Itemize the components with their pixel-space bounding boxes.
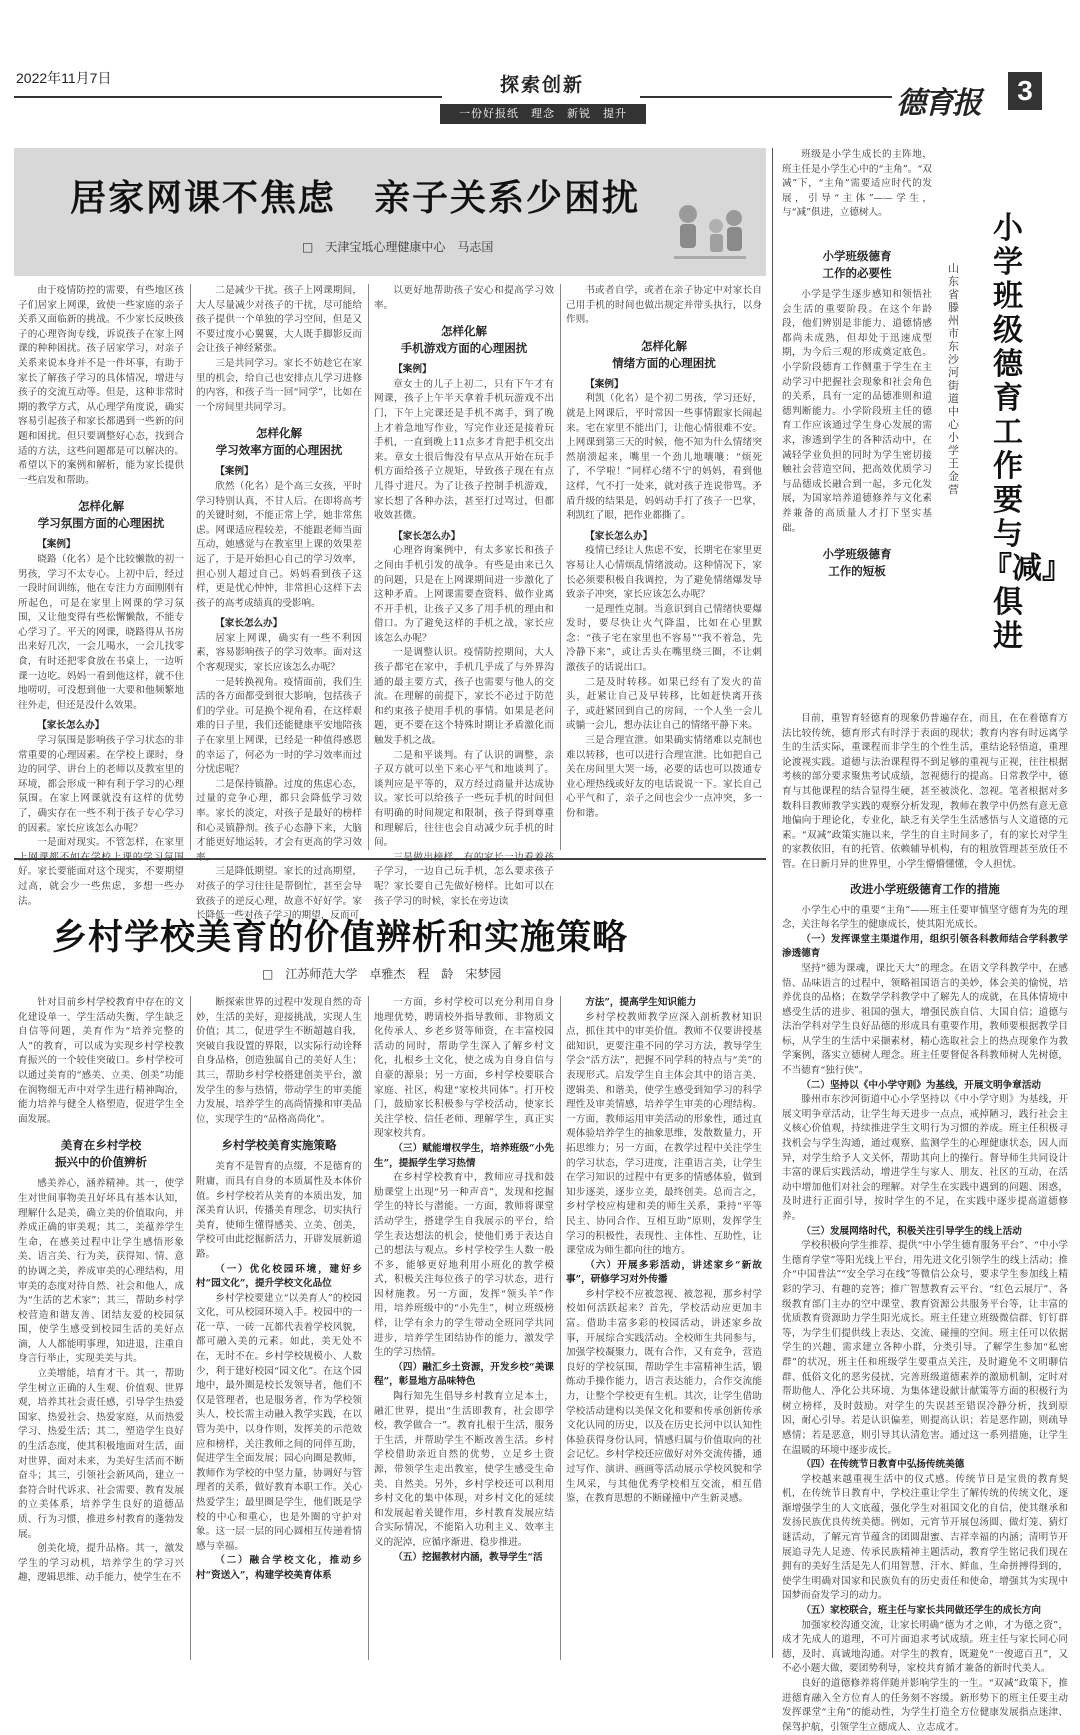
article1-case-3: 章女士的儿子上初二，只有下午才有网课，孩子上午半天拿着手机玩游戏不出门，下午上完课还是手机不离手，到了晚上才着急地写作业，写完作业还是接着玩手机，一直到晚上11点多才肯把手机交出来。章女士很后悔没有早点从开始在玩手机方面给孩子立规矩，导致孩子现在有点儿得寸进尺。为了让孩子控制手机游戏，家长想了各种办法，甚至打过骂过，但都收效甚微。	[374, 378, 554, 522]
right-heading-4: （四）在传统节日教育中弘扬传统美德	[801, 1459, 965, 1471]
article1-advice-2d: 三是降低期望。家长的过高期望，对孩子的学习往往是帮倒忙，甚至会导致孩子的逆反心理，故意不好好学。家长降低一些对孩子学习的期望，反而可	[196, 866, 362, 922]
right-para-6: 学校积极向学生推荐、提供“中小学生德育服务平台”、“中小学生德育学堂”等阳光线上平台，用先进文化引领学生的线上活动；推介“中国普法”“安全学习在线”等微信公众号，要求学生参加线上精彩的学习、有趣的竞答；推广智慧教育云平台、“红色云展厅”、各级教育部门主办的空中课堂、教育资源公共服务平台等，让丰富的优质教育资源助力学生阳光成长。班主任建立班级微信群、钉钉群等，为学生们提供线上表达、交流、碰撞的空间。班主任可以依据学生的兴趣、需求建立各种小群，分类引导。了解学生参加“私密群”的状况，班主任和班级学生要重点关注，及时避免不文明聊信群、低俗文化的恶劣侵扰，完善班级道德素养的激励机制，定时对帮助他人、净化公共环境、为集体建设献计献策等方面的积极行为树立榜样，及时鼓励。对学生的失误甚至错误冷静分析，找到原因，耐心引导。若是认识偏差，则提高认识；若是恶作剧，则疏导感情；若是恶意，则引导其认清危害。通过这一系列措施，让学生在温暖的环境中逐步成长。	[782, 1240, 1068, 1456]
article2-byline: □ 江苏师范大学 卓雅杰 程 龄 宋梦园	[262, 967, 502, 981]
article2-col2-a: 断探索世界的过程中发现自然的奇妙，生活的美好，迎接挑战，实现人生价值；其二，促进学生不断超越自我，突破自我设置的界限，以实际行动诠释自身品格，创造独属自己的美好人生；其三，帮助乡村学校搭建创美平台，激发学生的参与热情，带动学生的审美能力发展，培养学生的高尚情操和审美品位，实现学生的“品格高尚化”。	[196, 997, 362, 1125]
case-tag: 【案例】	[215, 466, 254, 478]
page-number-badge: 3	[1008, 72, 1042, 110]
right-para-5: 滕州市东沙河街道中心小学坚持以《中小学守则》为基线，开展文明争章活动，让学生每天进步一点点，戒掉陋习，践行社会主义核心价值观，持续推进学生文明行为习惯的养成。班主任积极寻找机会与学生沟通，通过观察、监测学生的心理健康状态，因人而异，对学生给予人文关怀，帮助其向上的操行。督导师生共同设计丰富的课后实践活动，增进学生与家人、朋友、社区的互动，在活动中增加他们对社会的理解。对学生在实践中遇到的问题、困惑，及时进行正面引导，按时学生的不足，在实践中逐步提高道德修养。	[782, 1094, 1068, 1222]
article2-col3-b: 在乡村学校教育中，教师应寻找和鼓励课堂上出现“另一种声音”，发现和挖掘学生的特长与潜能。一方面，教师将课堂活动学生，搭建学生自我展示的平台，给学生表达想法的机会，使他们勇于表达自己的想法与观点。乡村学校学生人数一般不多，能够更好地利用小班化的教学模式，积极关注每位孩子的学习状态，进行因材施教。另一方面，发挥“领头羊”作用，培养班级中的“小先生”，树立班级榜样，让学有余力的学生带动全班同学共同进步，培养学生团结协作的能力，激发学生的学习热情。	[374, 1172, 554, 1359]
article1-advice-1b: 一是面对现实。不管怎样，在家里上网课都不如在学校上课的学习氛围好。家长要能面对这个现实，不要期望过高，就会少一些焦虑，多想一些办法。	[18, 837, 184, 907]
right-para-7: 学校越来越重视生活中的仪式感。传统节日是宝贵的教育契机，在传统节日教育中，学校注重让学生了解传统的传统文化，逐渐增强学生的人文底蕴，强化学生对祖国文化的自信，使其继承和发扬民族优良传统美德。例如，元宵节开展包汤圆、做灯笼、猜灯谜活动，了解元宵节蕴含的团圆甜蜜、吉祥幸福的内涵；清明节开展追寻先人足迹、传承民族精神主题活动，教育学生铭记我们现在拥有的美好生活是先人们用智慧、汗水、鲜血、生命拼搏得到的，使学生明确对国家和民族负有的历史责任和使命，增强其为实现中国梦而奋发学习的动力。	[782, 1473, 1068, 1602]
article1-column-3	[374, 284, 554, 907]
article1-subhead-2: 怎样化解 学习效率方面的心理困扰	[215, 426, 343, 458]
advice-tag: 【家长怎么办】	[215, 618, 283, 630]
right-heading-5: （五）家校联合，班主任与家长共同做还学生的成长方向	[801, 1605, 1042, 1617]
section-divider	[772, 148, 773, 1658]
case-tag: 【案例】	[393, 364, 432, 376]
article1-intro: 由于疫情防控的需要，有些地区孩子们居家上网课，致使一些家庭的亲子关系又面临新的挑战。不少家长反映孩子的心理咨询专线，诉说孩子在家上网课的种种困扰。孩子居家学习，对亲子关系来说本身并不是一件坏事，有助于家长了解孩子学习的具体情况，增进与孩子的交流互动等。但是，这种非常时期的教学方式，从心理学角度说，确实容易引起孩子和家长都遇到一些新的问题和困扰。但只要调整好心态，找到合适的方法，这些问题都是可以解决的。希望以下的案例和解析，能为家长提供一些启发和帮助。	[18, 285, 184, 486]
article2-heading-4: （四）融汇乡土资源，开发乡校“美课程”，彰显地方品味特色	[374, 1361, 554, 1388]
article1-case-2: 欣然（化名）是个高三女孩，平时学习特别认真，不甘人后。在即将高考的关键时刻，不能正常上学，她非常焦虑。网课适应程较差，不能跟老师当面互动，她感觉与在教室里上课的效果差远了，于是开始担心自己的学习效率，担心别人超过自己。妈妈看到孩子这样，更是忧心忡忡，非常担心这样下去孩子的高考成绩真的受影响。	[196, 480, 362, 609]
article1-advice-3d: 三是做出榜样。有的家长一边看着孩子学习，一边自己玩手机，怎么要求孩子呢？家长要自己先做好榜样。比如可以在孩子学习的时候，家长在旁边读	[374, 851, 554, 907]
article1-subhead-1: 怎样化解 学习氛围方面的心理困扰	[37, 499, 165, 531]
article1-advice-4c: 二是及时转移。如果已经有了发火的苗头，赶紧让自己及早转移，比如赶快离开孩子，或赶紧回到自己的房间，一个人坐一会儿或躺一会儿，想办法让自己的情绪平静下来。	[566, 676, 762, 732]
article2-para-3: 创美化境，提升品格。其一，激发学生的学习动机，培养学生的学习兴趣，逻辑思维、动手能力，使学生在不	[18, 1543, 184, 1584]
article2-col3-c: 陶行知先生倡导乡村教育立足本土，融汇世界，提出“生活即教育，社会即学校，教学做合一”。教育扎根于生活，服务于生活，并帮助学生不断改善生活。乡村学校借助亲近自然的优势，立足乡土资源，带领学生走出教室，使学生感受生命美、自然美。另外，乡村学校还可以利用乡村文化的集中体现，对乡村文化的延续和发展起着关键作用，乡村教育发展应结合实际情况，不能陷入功利主义、效率主义的泥淖，应循序渐进、稳步推进。	[374, 1391, 554, 1548]
article1-column-1	[18, 284, 184, 907]
column-divider	[368, 284, 369, 850]
article1-col3-a: 以更好地帮助孩子安心和提高学习效率。	[374, 285, 554, 311]
article2-para-2: 立美增能，培育才干。其一，帮助学生树立正确的人生观、价值观、世界观，培养其社会责任感，引导学生热爱国家、热爱社会、热爱家庭，从而热爱学习、热爱生活；其二，塑造学生良好的生活态度，使其积极地面对生活，面对世界，面对未来，为美好生活而不断奋斗；其三，引领社会新风尚，建立一套符合时代诉求、社会需要、教育发展的立美体系，培养学生良好的道德品质、行为习惯，推进乡村教育的蓬勃发展。	[18, 1368, 184, 1540]
article1-subhead-4: 怎样化解 情绪方面的心理困扰	[612, 338, 716, 370]
column-divider	[190, 996, 191, 1660]
advice-tag: 【家长怎么办】	[393, 530, 461, 542]
right-heading-1: （一）发挥课堂主渠道作用，组织引领各科教师结合学科教学渗透德育	[782, 933, 1068, 960]
article1-advice-4d: 三是合理宣泄。如果确实情绪难以克制也难以转移，也可以进行合理宣泄。比如把自己关在房间里大哭一场，必要的话也可以拨通专业心理热线或好友的电话说说一下。家长自己心平气和了，亲子之间也会少一点冲突，多一份和谐。	[566, 735, 762, 819]
article1-col2-a: 二是减少干扰。孩子上网课期间，大人尽量减少对孩子的干扰，尽可能给孩子提供一个单独的学习空间，但是又不要过度小心翼翼，大人既手脚影反而会让孩子神经紧张。	[196, 285, 362, 355]
article2-col2-b: 美育不是智育的点缀，不是德育的附庸，而具有自身的本质属性及本体价值。乡村学校若从美育的本质出发，加深美育认识，传播美育理念，切实执行美育，使师生懂得感美、立美、创美，学校可由此挖掘新活力，开辟发展新道路。	[196, 1161, 362, 1260]
article2-heading-6: （六）开展多彩活动，讲述家乡“新故事”，研修学习对外传播	[566, 1259, 762, 1286]
right-article-column-lower	[782, 712, 1068, 1733]
article1-title: 居家网课不焦虑 亲子关系少困扰	[70, 178, 641, 219]
article2-column-3	[374, 996, 554, 1660]
article2-col4-c: 乡村学校不应被忽视、被忽视，那乡村学校如何活跃起来？首先，学校活动应更加丰富。借助丰富多彩的校园活动，讲述家乡故事，开展综合实践活动。全校师生共同参与，加强学校凝聚力，既有合作，又有竞争，营造良好的学校氛围，帮助学生丰富精神生活，锻炼动手操作能力，语言表达能力，合作交流能力，让整个学校更有生机。其次，让学生借助学校活动建构以美保文化和要和传承创新传承文化认同的历史，以及在历史长河中以认知性体验获得身份认同，情感归属与价值取向的社会记忆。乡村学校还应做好对外交流传播，通过写作、演讲、画画等活动展示学校风貌和学生风采，与其他优秀学校相互交流，相互借鉴，在教育思想的不断碰撞中产生新灵感。	[566, 1288, 762, 1505]
article2-para-1: 感美养心，涵养精神。其一，使学生对世间事物美丑好坏具有基本认知，理解什么是美，确立美的价值取向，并养成正确的审美观；其二，美蕴养学生生命，在感美过程中让学生感悟形象美、语言美、行为美，获得知、情、意的协调之美，养成审美的心理结构，用审美的态度对待自然、社会和他人，成为“生活的艺术家”；其三，帮助乡村学校营造和谐友善、团结友爱的校园氛围，使学生感受到校园生活的美好点滴，人人都能明事理，知进退，注重自身言行举止，实现美美与共。	[18, 1178, 184, 1365]
article1-advice-2b: 一是转换视角。疫情面前，我们生活的各方面都受到很大影响，包括孩子们的学业。可是换个视角看，在这样艰难的日子里，我们还能健康平安地陪孩子在家里上网课，已经是一种值得感恩的幸运了，何必为一时的学习效率而过分忧虑呢？	[196, 676, 362, 776]
article2-heading-5: （五）挖掘教材内涵，教导学生“活	[393, 1551, 543, 1563]
article2-col4-b: 乡村学校教师教学应深入剖析教材知识点，抓住其中的审美价值。教师不仅要讲授基础知识，更要注重不同的学习方法，教导学生学会“活方法”，把握不同学科的特点与“美”的表现形式。启发学生自主体会其中的语言美、逻辑美、和谐美，使学生感受到知学习的科学理性及审美情感，培养学生审美的心理结构。一方面，教师运用审美活动的形象性，通过直观体验培养学生的抽象思维，发散数量力，开拓思维力；另一方面，在教学过程中关注学生的学习状态，学习进度，注重语言美，让学生在学习知识的过程中有更多的情感体验，做到知步逐美，逐步立美，最终创美。总而言之，乡村学校应构建和美的师生关系，秉持“平等民主、协同合作、互相互助”原则，发挥学生学习的积极性，表现性、主体性、互助性，让课堂成为师生都向往的地方。	[566, 1011, 762, 1257]
right-article-author: 山东省滕州市东沙河街道中心小学 王金营	[948, 262, 970, 496]
article1-subhead-3: 怎样化解 手机游戏方面的心理困扰	[400, 324, 528, 356]
right-subhead-3: 改进小学班级德育工作的措施	[850, 881, 1000, 896]
right-article-intro: 班级是小学生成长的主阵地，班主任是小学生心中的“主角”。“双减”下，“主角”需要适应时代的发展，引导“主体”——学生，与“减”俱进，立德树人。	[782, 149, 932, 219]
article2-heading-5-cont: 方法”，提高学生知识能力	[585, 997, 697, 1008]
article2-col2-c: 乡村学校要建立“以美育人”的校园文化，可从校园环境入手。校园中的一花一草、一砖一瓦都代表着学校风貌，都可融入美的元素。如此，美无处不在，无时不在。乡村学校规模小、人数少，利于建好校园“园文化”。在这个园地中，最外圈是校长发领导者，他们不仅是管理者，也是服务者，作为学校领头人，校长需主动融入教学实践，在以管为美中，以身作则，发挥美的示范效应和榜样，关注教师之间的同伴互助，促进学生全面发展；园心向圈是教师，教师作为学校的中坚力量，协调好与管理者的关系，做好教育本职工作。关心热爱学生；最里圈是学生，他们既是学校的中心和重心，也是外圈的守护对象。这一层一层的同心圆相互传递着情感与幸福。	[196, 1292, 362, 1552]
article1-advice-3c: 二是和平谈判。有了认识的调整，亲子双方就可以坐下来心平气和地谈判了。谈判应是平等的，双方经过商量并达成协议。家长可以给孩子一些玩手机的时间但有明确的时间规定和限制，孩子得到尊重和理解后，往往也会自动减少玩手机的时间。	[374, 749, 554, 849]
article1-advice-3: 心理咨询案例中，有太多家长和孩子之间由手机引发的战争。有些是由来已久的问题，只是在上网课期间进一步激化了这种矛盾。上网课需要查资料、做作业离不开手机，让孩子又多了用手机的理由和借口。为了避免这样的手机之战，家长应该怎么办呢？	[374, 545, 554, 644]
slogan-banner: 一份好报纸 理念 新锐 提升	[440, 104, 646, 124]
column-divider	[368, 996, 369, 1660]
article2-intro: 针对目前乡村学校教育中存在的文化建设单一、学生活动失衡、学生缺乏自信等问题，美育作为“培养完整的人”的教育，可以成为实现乡村学校教育振兴的一个较佳突破口。乡村学校可以通过美育的“感美、立美、创美”功能在润物细无声中对学生进行精神陶冶，能力培养与健全人格塑造，促进学生全面发展。	[18, 997, 184, 1125]
article-separator	[14, 858, 766, 860]
right-para-1: 小学是学生逐步感知和领悟社会生活的重要阶段。在这个年龄段，他们辨别是非能力、道德情感都尚未成熟，但却处于迅速成型期，为今后三观的形成奠定底色。小学阶段德育工作侧重于学生在主动学习中把握社会现象和社会角色的关系，具有一定的品德准则和道德判断能力。小学阶段班主任的德育工作应该通过学生身心发展的需求，渗透到学生的各种活动中，在减轻学业负担的同时为学生密切接触社会营造空间，把高效优质学习与品德成长融合到一起，多元化发展，为国家培养道德修养与文化素养兼备的高质量人才打下坚实基础。	[782, 289, 932, 534]
right-heading-3: （三）发展网络时代，积极关注引导学生的线上活动	[801, 1225, 1022, 1237]
article2-col3-a: 一方面，乡村学校可以充分利用自身地理优势，聘请校外指导教师、非物质文化传承人、乡老乡贤等师资，在丰富校园活动的同时，帮助学生深入了解乡村文化，扎根乡土文化，使之成为自身自信与自豪的源泉；另一方面，乡村学校要联合家庭、社区，构建“家校共同体”。打开校门，鼓励家长积极参与学校活动，使家长关注学校、信任老师、理解学生，真正实现家校共育。	[374, 997, 554, 1140]
column-divider	[560, 284, 561, 850]
right-article-title: 小学班级德育工作要与『减』俱进	[982, 211, 1072, 654]
article2-column-1	[18, 996, 184, 1660]
article2-heading-1: （一）优化校园环境，建好乡村“园文化”，提升学校文化品位	[196, 1263, 362, 1290]
article1-advice-1: 学习氛围是影响孩子学习状态的非常重要的心理因素。在学校上课时，身边的同学、讲台上的老师以及教室里的环境，都会形成一种有利于学习的心理氛围。在家上网课就没有这样的优势了，确实存在一些不利于孩子专心学习的因素。家长应该怎么办呢？	[18, 735, 184, 834]
article1-byline: □ 天津宝坻心理健康中心 马志国	[302, 240, 494, 254]
right-heading-2: （二）坚持以《中小学守则》为基线，开展文明争章活动	[801, 1079, 1042, 1091]
article2-subhead-1: 美育在乡村学校 振兴中的价值辨析	[55, 1138, 147, 1170]
article1-column-2	[196, 284, 362, 922]
section-title: 探索创新	[499, 74, 584, 96]
issue-date: 2022年11月7日	[16, 70, 112, 86]
article2-title: 乡村学校美育的价值辨析和实施策略	[52, 918, 629, 958]
masthead-logo: 德育报	[896, 86, 980, 121]
right-subhead-1: 小学班级德育 工作的必要性	[822, 249, 892, 280]
article2-subhead-2: 乡村学校美育实施策略	[221, 1138, 337, 1153]
article2-column-4	[566, 996, 762, 1660]
right-para-4: 坚持“德为课魂，课比天大”的理念。在语文学科教学中，在感悟、品味语言的过程中，领略祖国语言的美妙，体会美的愉悦，培养优良的品格；在数学学科教学中了解先人的成就，在具体情境中感受生活的进步、祖国的强大，增强民族自信、大国自信；道德与法治学科对学生良好品德的形成具有重要作用，教师要根据教学目标，从学生的生活中采撷素材，精心选取社会上的热点现象作为教学案例，落实立德树人理念。班主任要督促各科教师树人先树德，不当德育“独行侠”。	[782, 962, 1068, 1077]
case-tag: 【案例】	[37, 539, 76, 551]
header-rule-left	[14, 96, 442, 98]
article1-case-1: 晓路（化名）是个比较懒散的初一男孩，学习不太专心。上初中后，经过一段时间训练，他在专注力方面刚刚有所起色，可是在家里上网课的学习氛围，又让他变得有些松懈懒散，不能专心学习了。平天的网课，晓路得从书房出来好几次，一会儿喝水，一会儿找零食，有时还把零食放在书桌上，一边听课一边吃。妈妈一看到他这样，就不住地唠叨，可没想到他一大要和他频繁地往外走，但还是没什么效果。	[18, 553, 184, 711]
article1-col2-b: 三是共同学习。家长不妨趁它在家里的机会，给自己也安排点儿学习进修的内容，和孩子当一回“同学”，比如在一个房间里共同学习。	[196, 357, 362, 413]
advice-tag: 【家长怎么办】	[37, 720, 105, 732]
right-para-8: 加强家校沟通交流，让家长明确“德为才之帅，才为德之资”，成才先成人的道理，不可片面追求考试成绩。班主任与家长同心同德，及时、真诚地沟通。对学生的教育，既避免“一俊遮百丑”，又不必小题大做，要团势利导，家校共育循才兼备的新时代美人。	[782, 1619, 1068, 1675]
right-subhead-2: 小学班级德育 工作的短板	[822, 547, 892, 579]
right-para-3: 小学生心中的重要“主角”——班主任要审慎坚守德育为先的理念，关注每名学生的健康成长，使其阳光成长。	[782, 904, 1068, 931]
article1-advice-2c: 二是保持镇静。过度的焦虑心态，过量的竞争心理，都只会降低学习效率。家长的淡定，对孩子是最好的榜样和心灵镇静剂。孩子心态静下来，大脑才能更好地运转，才会有更高的学习效率。	[196, 778, 362, 863]
article1-advice-3b: 一是调整认识。疫情防控期间，大人孩子都宅在家中，手机几乎成了与外界沟通的最主要方式，孩子也需要与他人的交流。在理解的前提下，家长不必过于防范和约束孩子使用手机的事情。如果是老问题，更不要在这个特殊时期让矛盾激化而触发手机之战。	[374, 647, 554, 747]
right-para-9: 良好的道德修养将伴随并影响学生的一生。“双减”政策下，推进德育融入全方位育人的任务刻不容缓。新形势下的班主任要主动发挥课堂“主角”的能动性，为学生打造全方位健康发展指点迷津、保驾护航，引领学生立德成人、立志成才。	[782, 1678, 1068, 1733]
article1-advice-4b: 一是理性克制。当意识到自己情绪快要爆发时，要尽快让火气降温，比如在心里默念：“孩子宅在家里也不容易”“我不着急，先冷静下来”，或让舌头在嘴里绕三圈，不让刺激孩子的话说出口。	[566, 603, 762, 674]
right-article-column-upper	[782, 244, 932, 710]
column-divider	[560, 996, 561, 1660]
article1-advice-4: 疫情已经让人焦虑不安，长期宅在家里更容易让人心情烦乱情绪波动。这种情况下，家长必须要积极自我调控，为了避免情绪爆发导致亲子冲突，家长应该怎么办呢？	[566, 545, 762, 601]
article1-column-4	[566, 284, 762, 850]
advice-tag: 【家长怎么办】	[585, 530, 653, 542]
column-divider	[190, 284, 191, 850]
article1-case-4: 利凯（化名）是个初二男孩，学习还好，就是上网课后，平时常因一些事情跟家长闹起来。宅在家里不能出门，让他心情很难不安。上网课到第三天的时候，他不知为什么情绪突然崩溃起来，嘴里一个劲儿地嚷嚷：“烦死了，不学啦！”同样心绪不宁的妈妈，看到他这样，气不打一处来，就对孩子连说带骂。矛盾升级的结果是，妈妈动手打了孩子一巴掌，利凯红了眼，把作业都撕了。	[566, 393, 762, 522]
right-para-2: 目前，重智育轻德育的现象仍普遍存在，而且，在在着德育方法比较传统，德育形式有时浮于表面的现状；教育内容有时远离学生的生活实际，重课程而非学生的个性生活，重结论轻悟道，重理论渡视实践。道德与法治课程得不到足够的重视与正视，往往根据考核的部分要求聚焦考试成绩，忽视德行的提高。日常教学中，德育与其他课程的结合显得生硬，甚至被淡化、忽视。笔者根据对多数科目教师教学实践的观察分析发现，教师在教学中仍然有意无意地偏向于理论化，专业化，缺乏有关学生生活感悟与人文道德的元素。“双减”政策实施以来，学生的自主时间多了，有的家长对学生的家教依旧，有的托管、依赖辅导机构，有的粗放管理甚至放任不管。在日新月异的世界里，小学生懵懵懂懂，令人担忧。	[782, 713, 1068, 870]
article2-heading-3: （三）赋能增权学生，培养班级“小先生”，提振学生学习热情	[374, 1142, 554, 1169]
article1-advice-2: 居家上网课，确实有一些不利因素，容易影响孩子的学习效率。面对这个客观现实，家长应该怎么办呢？	[196, 632, 362, 674]
article2-heading-2: （二）融合学校文化，推动乡村“资送入”，构建学校美育体系	[196, 1555, 362, 1581]
case-tag: 【案例】	[585, 378, 624, 390]
article2-column-2	[196, 996, 362, 1660]
family-illustration-icon	[670, 196, 750, 272]
header-rule-right	[640, 96, 892, 98]
article1-col4-a: 书或者自学，或者在亲子协定中对家长自己用手机的时间也做出规定并带头执行，以身作则。	[566, 285, 762, 326]
